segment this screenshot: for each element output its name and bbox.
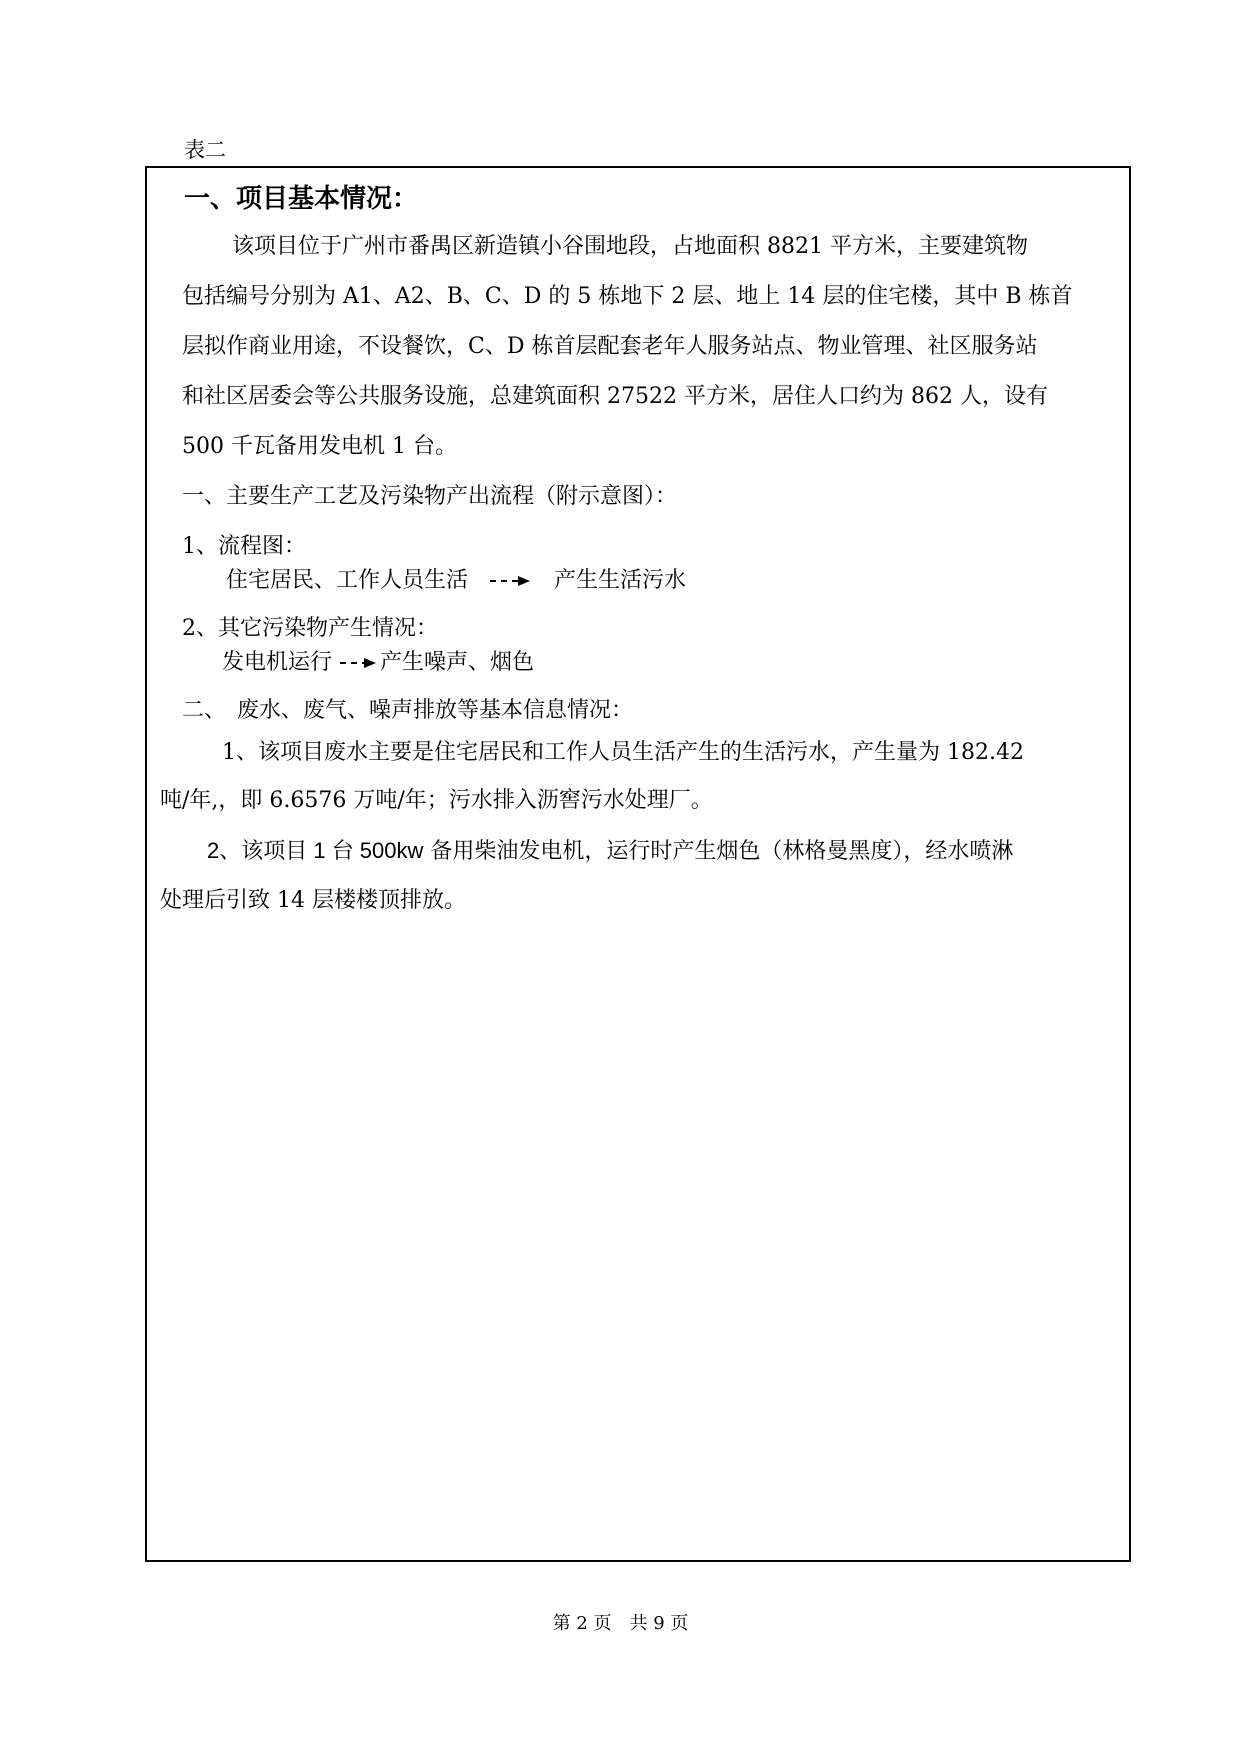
table-label: 表二 bbox=[184, 138, 226, 162]
dashed-arrow-icon bbox=[488, 574, 532, 588]
other-pollutants-label: 2、其它污染物产生情况： bbox=[182, 616, 438, 641]
wastewater-line: 吨/年,，即 6.6576 万吨/年；污水排入沥窖污水处理厂。 bbox=[160, 788, 713, 813]
generator-line-rest: 备用柴油发电机，运行时产生烟色（林格曼黑度），经水喷淋 bbox=[423, 839, 1014, 864]
emission-heading: 二、 废水、废气、噪声排放等基本信息情况： bbox=[182, 698, 634, 723]
section-heading: 一、项目基本情况： bbox=[184, 184, 419, 214]
generator-line bbox=[207, 836, 1013, 867]
flowchart-label: 1、流程图： bbox=[182, 534, 306, 559]
intro-line: 和社区居委会等公共服务设施，总建筑面积 27522 平方米，居住人口约为 862 人，设有 bbox=[182, 384, 1048, 409]
page-footer: 第 2 页 共 9 页 bbox=[552, 1613, 689, 1634]
intro-line: 层拟作商业用途，不设餐饮，C、D 栋首层配套老年人服务站点、物业管理、社区服务站 bbox=[182, 334, 1038, 359]
intro-line: 500 千瓦备用发电机 1 台。 bbox=[182, 434, 457, 459]
flowchart-source: 住宅居民、工作人员生活 bbox=[226, 568, 469, 593]
wastewater-line: 1、该项目废水主要是住宅居民和工作人员生活产生的生活污水，产生量为 182.42 bbox=[222, 740, 1024, 765]
process-heading: 一、主要生产工艺及污染物产出流程（附示意图）： bbox=[182, 484, 678, 509]
other-pollutants-source: 发电机运行 bbox=[222, 650, 333, 675]
intro-line: 包括编号分别为 A1、A2、B、C、D 的 5 栋地下 2 层、地上 14 层的住宅楼，其中 B 栋首 bbox=[182, 284, 1073, 309]
other-pollutants-result: 产生噪声、烟色 bbox=[380, 650, 535, 675]
flowchart-result: 产生生活污水 bbox=[554, 568, 687, 593]
flowchart-row bbox=[226, 566, 686, 596]
generator-line-prefix: 2、该项目 1 台 500kw bbox=[207, 838, 424, 863]
generator-line: 处理后引致 14 层楼楼顶排放。 bbox=[160, 888, 466, 913]
intro-line: 该项目位于广州市番禺区新造镇小谷围地段，占地面积 8821 平方米，主要建筑物 bbox=[232, 234, 1028, 259]
dashed-arrow-icon bbox=[338, 656, 378, 670]
other-pollutants-row bbox=[222, 648, 534, 678]
